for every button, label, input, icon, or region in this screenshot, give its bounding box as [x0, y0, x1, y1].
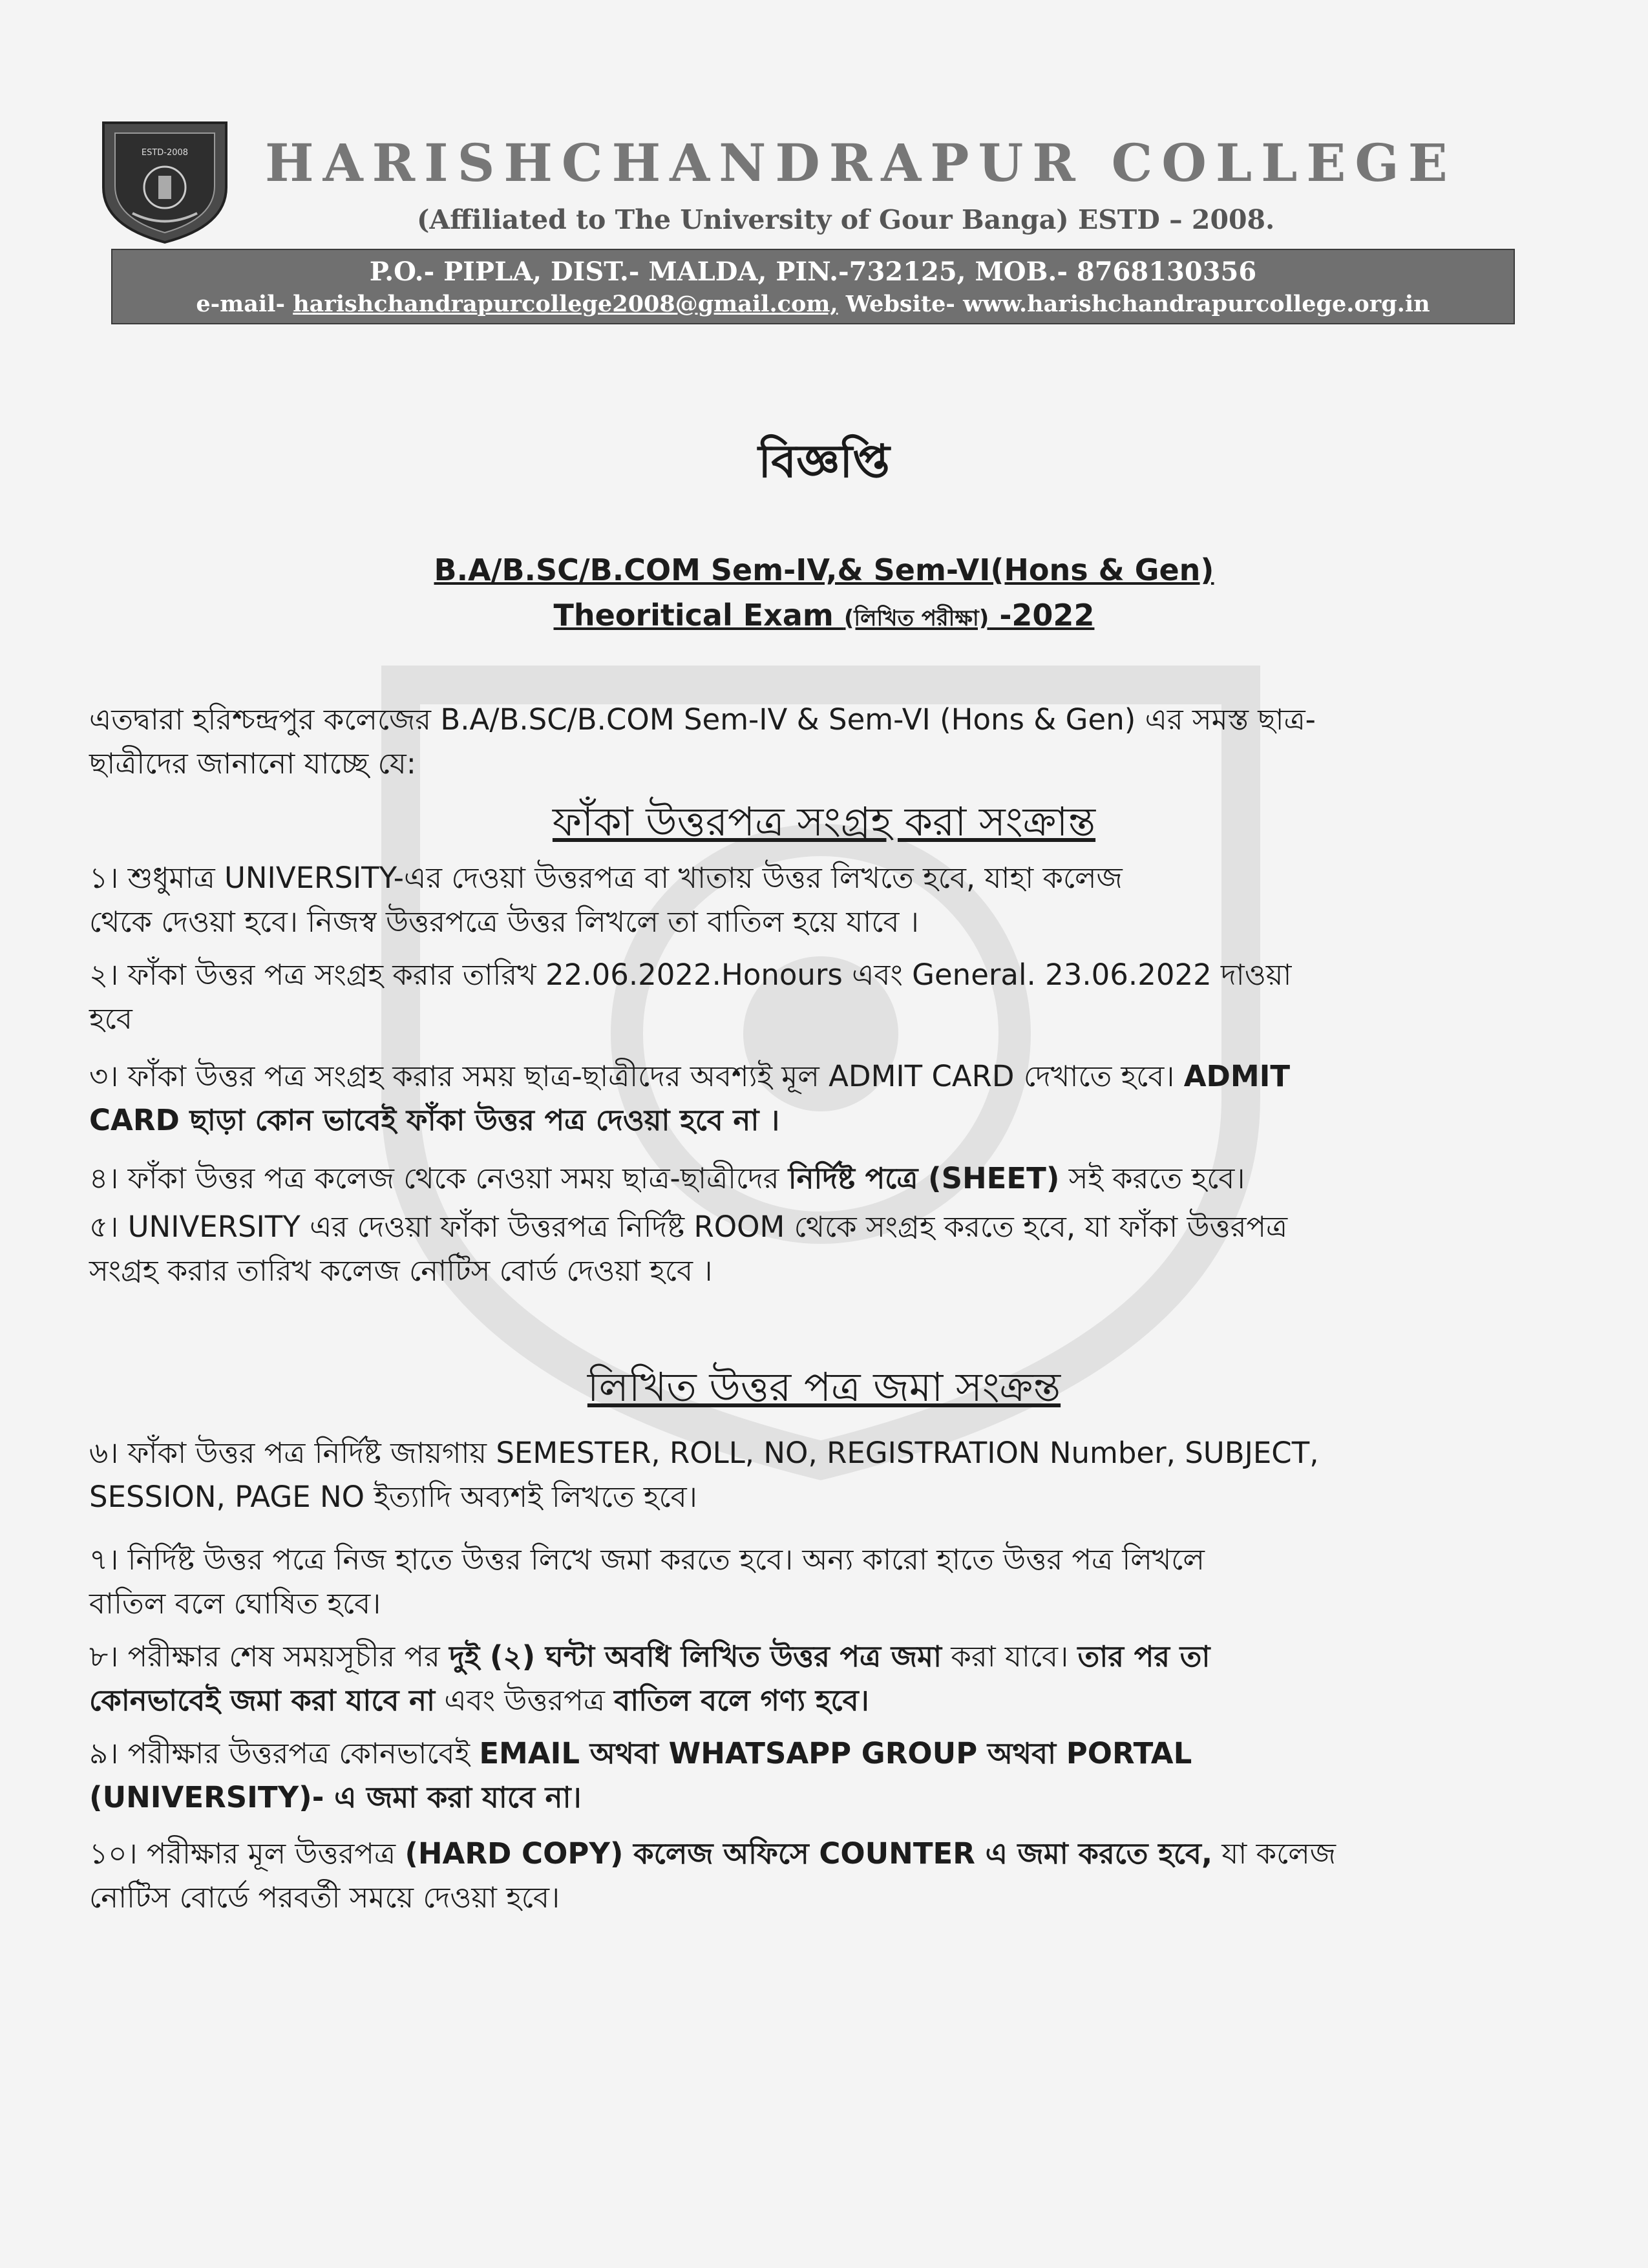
point-line: বাতিল বলে ঘোষিত হবে। [89, 1586, 381, 1621]
point-text-bold: তার পর তা [1077, 1639, 1210, 1674]
website-text: Website- www.harishchandrapurcollege.org.in [838, 291, 1430, 317]
point-text: ৩। ফাঁকা উত্তর পত্র সংগ্রহ করার সময় ছাত্র-ছাত্রীদের অবশ্যই মূল ADMIT CARD দেখাতে হবে। [89, 1059, 1184, 1093]
exam-type-line [0, 598, 1648, 638]
point-text-bold: দুই (২) ঘন্টা অবধি লিখিত উত্তর পত্র জমা [449, 1639, 942, 1674]
point-line: (UNIVERSITY)- এ জমা করা যাবে না। [89, 1780, 582, 1814]
section-heading-submission: লিখিত উত্তর পত্র জমা সংক্রন্ত [587, 1363, 1061, 1411]
point-line: ২। ফাঁকা উত্তর পত্র সংগ্রহ করার তারিখ 22.06.2022.Honours এবং General. 23.06.2022 দাওয়া [89, 958, 1292, 992]
point-line: CARD ছাড়া কোন ভাবেই ফাঁকা উত্তর পত্র দেওয়া হবে না । [89, 1103, 780, 1137]
email-link[interactable]: harishchandrapurcollege2008@gmail.com, [293, 291, 838, 317]
exam-type-bn: (লিখিত পরীক্ষা) [843, 605, 989, 631]
postal-address: P.O.- PIPLA, DIST.- MALDA, PIN.-732125, MOB.- 8768130356 [369, 257, 1257, 287]
point-text: ৯। পরীক্ষার উত্তরপত্র কোনভাবেই [89, 1736, 480, 1770]
point-6 [89, 1431, 1472, 1519]
point-text: ১০। পরীক্ষার মূল উত্তরপত্র [89, 1836, 405, 1871]
point-text: এবং উত্তরপত্র [435, 1683, 615, 1717]
point-2 [89, 953, 1472, 1041]
point-line: ৬। ফাঁকা উত্তর পত্র নির্দিষ্ট জায়গায় SEMESTER, ROLL, NO, REGISTRATION Number, SUBJECT, [89, 1436, 1319, 1470]
section-heading-blank-sheets: ফাঁকা উত্তরপত্র সংগ্রহ করা সংক্রান্ত [552, 798, 1096, 845]
point-text-bold: (HARD COPY) কলেজ অফিসে COUNTER এ জমা করতে হবে, [405, 1836, 1213, 1871]
point-line [89, 1157, 1472, 1201]
college-logo [97, 116, 233, 246]
point-line [89, 1055, 1472, 1098]
intro-line: ছাত্রীদের জানানো যাচ্ছে যে: [89, 746, 416, 781]
point-line [89, 1732, 1472, 1776]
point-line [89, 1635, 1472, 1679]
point-3 [89, 1055, 1472, 1142]
point-line: নোটিস বোর্ডে পরবর্তী সময়ে দেওয়া হবে। [89, 1880, 560, 1915]
intro-line: এতদ্বারা হরিশ্চন্দ্রপুর কলেজের B.A/B.SC/B.COM Sem-IV & Sem-VI (Hons & Gen) এর সমস্ত ছাত্র- [89, 702, 1316, 737]
affiliation-line: (Affiliated to The University of Gour Banga) ESTD – 2008. [417, 204, 1275, 235]
point-line: ৭। নির্দিষ্ট উত্তর পত্রে নিজ হাতে উত্তর লিখে জমা করতে হবে। অন্য কারো হাতে উত্তর পত্র লিখলে [89, 1542, 1205, 1577]
point-text-bold: বাতিল বলে গণ্য হবে। [614, 1683, 869, 1717]
point-line: SESSION, PAGE NO ইত্যাদি অব্যশই লিখতে হবে। [89, 1480, 697, 1514]
point-line [89, 1832, 1472, 1876]
exam-type-en: Theoritical Exam [553, 598, 844, 633]
college-name: HARISHCHANDRAPUR COLLEGE [265, 132, 1457, 193]
point-text: ৮। পরীক্ষার শেষ সময়সূচীর পর [89, 1639, 450, 1674]
point-1 [89, 856, 1472, 944]
address-band [111, 249, 1515, 324]
point-7 [89, 1538, 1472, 1626]
point-9 [89, 1732, 1472, 1820]
intro-paragraph [89, 698, 1472, 786]
point-text-bold: নির্দিষ্ট পত্রে (SHEET) [788, 1161, 1060, 1195]
point-line: হবে [89, 1002, 132, 1036]
point-line: ১। শুধুমাত্র UNIVERSITY-এর দেওয়া উত্তরপত্র বা খাতায় উত্তর লিখতে হবে, যাহা কলেজ [89, 861, 1123, 895]
point-line: সংগ্রহ করার তারিখ কলেজ নোটিস বোর্ড দেওয়া হবে । [89, 1254, 713, 1288]
email-label: e-mail- [196, 291, 293, 317]
exam-year: -2022 [989, 598, 1095, 633]
logo-text: ESTD-2008 [141, 148, 189, 158]
point-text: ৪। ফাঁকা উত্তর পত্র কলেজ থেকে নেওয়া সময় ছাত্র-ছাত্রীদের [89, 1161, 788, 1195]
point-text: যা কলেজ [1212, 1836, 1336, 1871]
point-line [89, 1679, 1472, 1723]
point-4 [89, 1157, 1472, 1201]
point-text: সই করতে হবে। [1059, 1161, 1245, 1195]
point-5 [89, 1205, 1472, 1293]
point-line: ৫। UNIVERSITY এর দেওয়া ফাঁকা উত্তরপত্র নির্দিষ্ট ROOM থেকে সংগ্রহ করতে হবে, যা ফাঁকা উত্তরপত্র [89, 1210, 1288, 1244]
point-8 [89, 1635, 1472, 1723]
notice-title: বিজ্ঞপ্তি [758, 435, 890, 488]
point-text-bold: EMAIL অথবা WHATSAPP GROUP অথবা PORTAL [479, 1736, 1192, 1770]
point-text: করা যাবে। [942, 1639, 1078, 1674]
point-text-bold: ADMIT [1183, 1059, 1291, 1093]
exam-course-line: B.A/B.SC/B.COM Sem-IV,& Sem-VI(Hons & Gen) [434, 552, 1214, 587]
point-10 [89, 1832, 1472, 1920]
point-text-bold: কোনভাবেই জমা করা যাবে না [89, 1683, 436, 1717]
contact-line [112, 291, 1514, 317]
point-line: থেকে দেওয়া হবে। নিজস্ব উত্তরপত্রে উত্তর লিখলে তা বাতিল হয়ে যাবে । [89, 905, 919, 939]
